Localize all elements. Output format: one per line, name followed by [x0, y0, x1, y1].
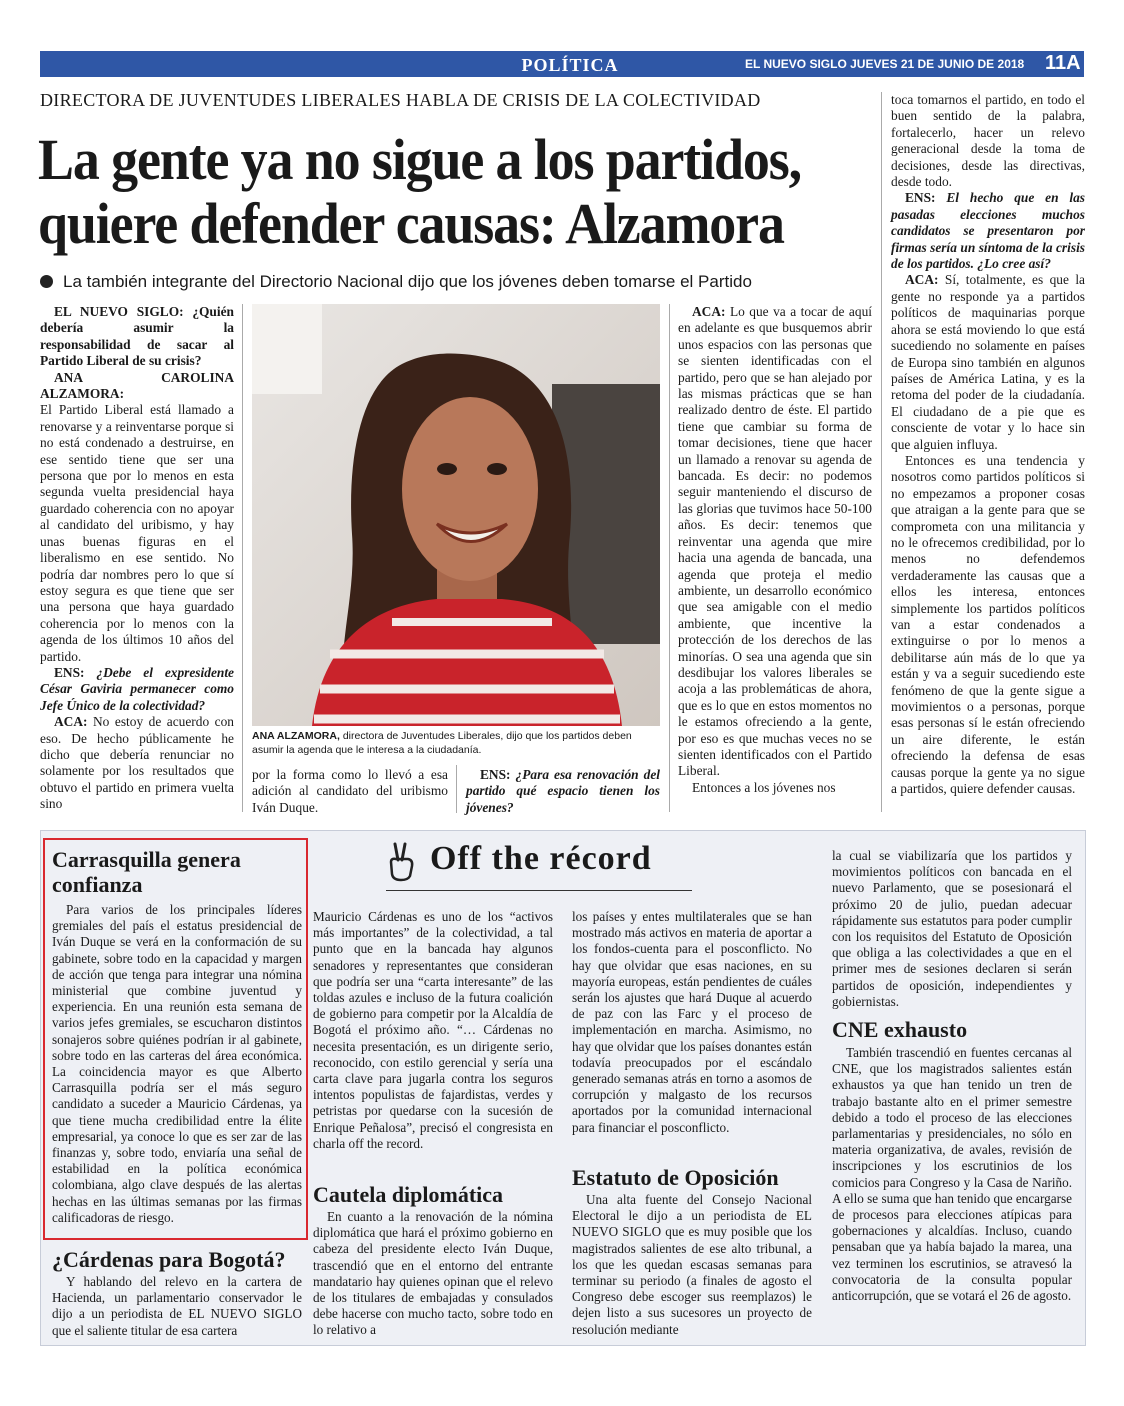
column-divider [242, 304, 243, 812]
portrait-photo [252, 304, 660, 726]
story-4-title: Estatuto de Oposición [572, 1165, 779, 1190]
column-4-para-2: Entonces a los jóvenes nos [692, 779, 836, 795]
article-column-3-tail [466, 767, 660, 816]
article-subhead [40, 272, 752, 292]
story-5-title: CNE exhausto [832, 1017, 968, 1042]
section-name: POLÍTICA [521, 55, 619, 75]
story-2-continued-text: Mauricio Cárdenas es uno de los “activos más importantes” de la colectividad, a tal punto que en la bancada hay algunos senadores y representantes que consideran que podría ser una “carta interesante” de las toldas azules e incluso de la futura coalición de gobierno para competir por la Alcaldía de Bogotá el próximo año. “… Cárdenas no necesita presentación, es un dirigente serio, reconocido, con estilo gerencial y sería una carta clave para jugarla contra los seguros intentos populistas de fajardistas, verdes y petristas por quedarse con la sucesión de Enrique Peñalosa”, precisó el congresista en charla off the record. [313, 909, 553, 1151]
headline-line-2: quiere defender causas: Alzamora [38, 191, 784, 256]
bullet-icon [40, 275, 53, 288]
subhead-text: La también integrante del Directorio Nacional dijo que los jóvenes deben tomarse el Partido [63, 272, 752, 291]
question-3-label: ENS: [480, 767, 511, 782]
story-2-body [52, 1274, 302, 1339]
answer-3: Lo que va a tocar de aquí en adelante es que busquemos abrir unos espacios con las personas que se sienten identificadas con el partido, pero que se han alejado por las mismas prácticas que se han realizado dentro de éste. El partido tiene que cambiar su forma de tomar decisiones, tiene que hacer un llamado a renovar su agenda de bancada. Es decir: no podemos seguir manteniendo el discurso de las glorias que tuvimos hace 50-100 años. Es decir: tenemos que reinventar una agenda que mire hacia una agenda de bancada, una agenda que proteja el medio ambiente, un desarrollo económico que sea amigable con el medio ambiente, que incentive la protección de los derechos de las minorías. O sea una agenda que sin desdibujar los valores liberales se acoja a las problemáticas de ahora, que es lo que en estos momentos no le estamos ofreciendo a la gente, por eso es que muchas veces no se sienten identificados con el Partido Liberal. [678, 304, 872, 779]
article-column-1 [40, 304, 234, 813]
story-1-text: Para varios de los principales líderes gremiales del país el estatus presidencial de Iván Duque se verá en la conformación de su gabinete, sobre todo en la capacidad y margen de acción que tenga para integrar una nómina ministerial que combine juventud y experiencia. En una reunión esta semana de varios jefes gremiales, se escucharon distintos sonajeros sobre quiénes podrían ir al gabinete, sobre todo en las carteras del área económica. La coincidencia mayor es que Alberto Carrasquilla podría ser el más seguro candidato a suceder a Mauricio Cárdenas, ya que tiene mucha credibilidad entre la élite empresarial, ya conoce lo que es ser zar de las finanzas y, sobre todo, enviaría una señal de estabilidad en la política económica colombiana, algo clave después de las alertas hechas en las últimas semanas por las firmas calificadoras de riesgo. [52, 902, 302, 1225]
answer-4-label: ACA: [905, 272, 939, 288]
publication-date-line: EL NUEVO SIGLO JUEVES 21 DE JUNIO DE 2018 [745, 57, 1025, 71]
story-3-continued [572, 909, 812, 1136]
page-number: 11A [1045, 52, 1081, 74]
story-3-body [313, 1209, 553, 1339]
story-4-continued [832, 848, 1072, 1010]
story-4-body [572, 1192, 812, 1338]
story-2-text: Y hablando del relevo en la cartera de Hacienda, un parlamentario conservador le dijo a un periodista de EL NUEVO SIGLO que el saliente titular de esa cartera [52, 1274, 302, 1338]
answer-4: Sí, totalmente, es que la gente no responde ya a partidos políticos de maquinarias porque ahora se está moviendo lo que está sucediendo no solamente en países de Europa sino también en algunos países de América Latina, y es la retoma del poder de la ciudadanía. El ciudadano de a pie que es consciente de votar y lo hace sin que alguien influya. [891, 272, 1085, 452]
article-column-5 [891, 92, 1085, 797]
column-2-text: por la forma como lo llevó a esa adición al candidato del uribismo Iván Duque. [252, 767, 448, 815]
caption-name: ANA ALZAMORA, [252, 730, 340, 742]
answer-1: El Partido Liberal está llamado a renovarse y a reinventarse porque si no está condenado a destruirse, en ese sentido tiene que ser una persona que por lo menos en esta segunda vuelta presidencial haya guardado coherencia con no apoyar al candidato del uribismo, y hay unas buenas figuras en el liberalismo en ese sentido. No podría dar nombres pero lo que sí estoy segura es que tiene que ser una persona que haya guardado coherencia por lo menos con la agenda de los últimos 10 años del partido. [40, 402, 234, 664]
title-underline [386, 890, 692, 891]
article-column-4 [678, 304, 872, 796]
question-4: El hecho que en las pasadas elecciones muchos candidatos se presentaron por firmas sería un síntoma de la crisis de los partidos. ¿Lo cree así? [891, 190, 1085, 272]
story-5-body [832, 1045, 1072, 1304]
answer-1-label: ANA CAROLINA ALZAMORA: [40, 369, 234, 402]
answer-2: No estoy de acuerdo con eso. De hecho públicamente he dicho que debería renunciar no solamente por los resultados que obtuvo el partido en primera vuelta sino [40, 714, 234, 812]
story-1-body [52, 902, 302, 1226]
story-5-text: También trascendió en fuentes cercanas al CNE, que los magistrados salientes están exhaustos ya que han tenido un tren de trabajo bastante alto en el primer semestre debido a todo el proceso de las elecciones parlamentarias y presidenciales, no sólo en materia organizativa, de avales, revisión de inscripciones y los escrutinios de los comicios para Congreso y la Casa de Nariño. A ello se suma que han tenido que encargarse de procesos para elecciones atípicas para gobernaciones y alcaldías. Incluso, cuando pensaban que ya había bajado la marea, una vez terminen los escrutinios, se atravesó la convocatoria de la consulta popular anticorrupción, que se votará el 26 de agosto. [832, 1045, 1072, 1304]
story-4-text: Una alta fuente del Consejo Nacional Electoral le dijo a un periodista de EL NUEVO SIGLO que es muy posible que los magistrados salientes de ese alto tribunal, a los que les quedan escasas semanas para terminar su periodo (a finales de agosto el Congreso debe escoger sus reemplazos) le dejen listo a sus sucesores un proyecto de resolución mediante [572, 1192, 812, 1337]
column-divider [669, 304, 670, 812]
story-4-continued-text: la cual se viabilizaría que los partidos y movimientos políticos con bancada en el nuevo Parlamento, que se posesionará el próximo 20 de julio, puedan adecuar rápidamente sus estatutos para poder cumplir con los requisitos del Estatuto de Oposición que obliga a las colectividades a que en el primer mes de sesiones declaren si serán partidos de oposición, independientes y gobiernistas. [832, 848, 1072, 1009]
story-2-title: ¿Cárdenas para Bogotá? [52, 1247, 286, 1272]
column-5-para-2: Entonces es una tendencia y nosotros como partidos políticos si no empezamos a proponer cosas que atraigan a la gente para que se comprometa con una militancia y no le ofrecemos credibilidad, por lo menos no defendemos verdaderamente las causas que a ellos les interesa, entonces simplemente los partidos políticos van a estar condenados a extinguirse o por lo menos a debilitarse aún más de lo que ya están y va a seguir sucediendo este fenómeno de que la gente sigue a movimientos o a personas, porque esas personas sí le están ofreciendo un aire diferente, le están ofreciendo la defensa de esas causas porque la gente ya no sigue a partidos, quiere defender causas. [891, 452, 1085, 797]
article-kicker: DIRECTORA DE JUVENTUDES LIBERALES HABLA DE CRISIS DE LA COLECTIVIDAD [40, 90, 761, 110]
headline-line-1: La gente ya no sigue a los partidos, [38, 127, 802, 192]
off-the-record-title: Off the récord [430, 840, 652, 877]
peace-hand-icon [386, 842, 416, 882]
caption-text: directora de Juventudes Liberales, dijo que los partidos deben asumir la agenda que le interesa a la ciudadanía. [252, 730, 632, 756]
story-3-continued-text: los países y entes multilaterales que se han mostrado más activos en materia de aportar a los fondos-cuenta para el posconflicto. No hay que olvidar que esas naciones, en su mayoría europeas, están pendientes de cuáles serán los ajustes que hará Duque al acuerdo de paz con las Farc y el proceso de implementación en marcha. Asimismo, no hay que olvidar que los países donantes están todavía preocupados por el escándalo generado semanas atrás en torno a asomos de corrupción y malgasto de los recursos aportados por la comunidad internacional para financiar el posconflicto. [572, 909, 812, 1135]
article-headline [38, 128, 819, 256]
question-4-label: ENS: [905, 190, 936, 206]
story-3-text: En cuanto a la renovación de la nómina diplomática que hará el próximo gobierno en cabeza del presidente electo Iván Duque, trascendió que en el entorno del entrante mandatario hay quienes opinan que el relevo de los titulares de embajadas y consulados debe hacerse con mucho tacto, sobre todo en lo relativo a [313, 1209, 553, 1338]
story-1-title: Carrasquilla genera confianza [52, 847, 241, 897]
article-column-2-tail [252, 767, 448, 816]
column-divider [456, 765, 457, 813]
answer-2-label: ACA: [54, 714, 88, 730]
column-divider [881, 92, 882, 812]
question-2: ¿Debe el expresidente César Gaviria permanecer como Jefe Único de la colectividad? [40, 664, 234, 713]
story-3-title: Cautela diplomática [313, 1182, 504, 1207]
question-3: ¿Para esa renovación del partido qué espacio tienen los jóvenes? [466, 767, 660, 815]
answer-3-label: ACA: [692, 304, 726, 319]
story-2-continued [313, 909, 553, 1152]
column-5-para-1: toca tomarnos el partido, en todo el buen sentido de la palabra, fortalecerlo, hacer un relevo generacional desde la toma de decisiones, desde las directivas, desde todo. [891, 92, 1085, 190]
question-2-label: ENS: [54, 664, 85, 680]
photo-caption [252, 729, 660, 757]
question-1: EL NUEVO SIGLO: ¿Quién debería asumir la responsabilidad de sacar al Partido Liberal de su crisis? [40, 304, 234, 369]
